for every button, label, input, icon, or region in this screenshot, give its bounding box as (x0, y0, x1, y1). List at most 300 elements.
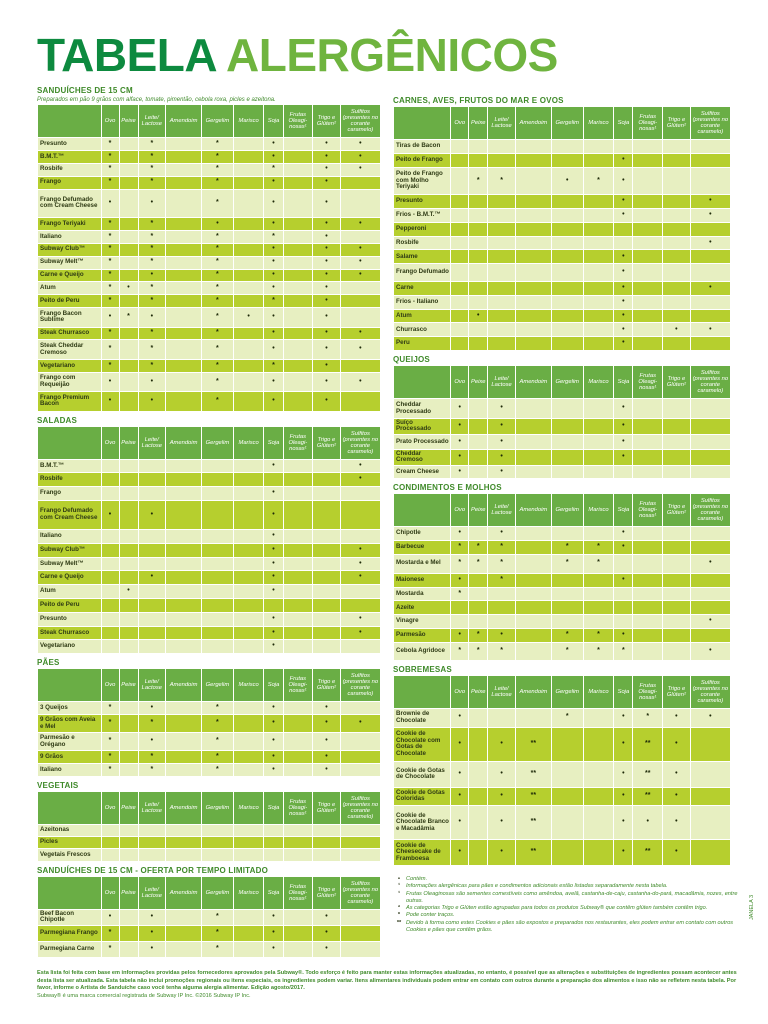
allergen-mark (119, 217, 138, 230)
allergen-mark (233, 909, 264, 925)
item-name: Azeite (394, 601, 451, 615)
allergen-mark (340, 500, 380, 529)
table-row (394, 309, 731, 323)
column-header: Amendoim (166, 876, 202, 909)
allergen-mark (583, 264, 614, 282)
allergen-mark: * (138, 217, 166, 230)
allergen-mark: • (614, 153, 633, 167)
item-name: Steak Churrasco (38, 327, 102, 340)
allergen-mark (633, 222, 663, 236)
allergen-mark (166, 150, 202, 163)
allergen-mark (690, 222, 730, 236)
column-header: Gergelim (551, 675, 583, 708)
allergen-mark (233, 230, 264, 243)
allergen-mark (488, 140, 516, 154)
allergen-mark (119, 372, 138, 391)
allergen-mark: • (264, 340, 283, 359)
legend-text: Informações alergênicas para pães e condimentos adicionais estão listadas separadamente nesta tabela. (406, 883, 668, 890)
allergen-mark (233, 612, 264, 626)
allergen-mark (469, 222, 488, 236)
allergen-mark: • (264, 256, 283, 269)
allergen-mark (166, 138, 202, 151)
allergen-mark (166, 295, 202, 308)
allergen-mark (515, 642, 551, 660)
allergen-mark (202, 543, 234, 557)
allergen-mark (690, 295, 730, 309)
allergen-mark (690, 337, 730, 351)
legend-symbol: ¹ (398, 890, 400, 897)
allergen-mark (663, 222, 691, 236)
allergen-mark: • (264, 176, 283, 189)
allergen-mark: * (101, 230, 119, 243)
allergen-mark: • (138, 733, 166, 751)
table-row (394, 540, 731, 554)
allergen-mark: • (264, 764, 283, 777)
allergen-mark (202, 585, 234, 599)
allergen-mark: • (488, 629, 516, 643)
allergen-mark: * (101, 256, 119, 269)
column-header: Frutas Oleagi- nosas¹ (633, 107, 663, 140)
allergen-mark (551, 282, 583, 296)
allergen-mark: • (264, 529, 283, 543)
allergen-mark (469, 526, 488, 540)
table-row (38, 702, 381, 715)
allergen-mark: * (138, 243, 166, 256)
allergen-mark (233, 849, 264, 861)
allergen-mark (451, 222, 469, 236)
table-row (394, 526, 731, 540)
allergen-mark: • (340, 243, 380, 256)
allergen-mark (515, 615, 551, 629)
allergen-mark: • (313, 702, 341, 715)
header-blank (38, 105, 102, 138)
allergen-mark (583, 761, 614, 787)
legend (392, 876, 742, 934)
allergen-mark: * (138, 163, 166, 176)
allergen-mark (233, 473, 264, 487)
allergen-mark: ** (633, 761, 663, 787)
allergen-mark: • (340, 150, 380, 163)
item-name: Cebola Agridoce (394, 642, 451, 660)
allergen-mark: • (264, 243, 283, 256)
allergen-mark (690, 309, 730, 323)
allergen-mark (233, 487, 264, 501)
allergen-mark: • (451, 434, 469, 450)
allergen-mark (202, 557, 234, 571)
allergen-mark (233, 295, 264, 308)
section-left-1 (37, 416, 381, 655)
legend-text: Contém. (406, 876, 428, 882)
allergen-mark (340, 764, 380, 777)
table-row (38, 571, 381, 585)
allergen-mark (313, 543, 341, 557)
column-header: Gergelim (202, 876, 234, 909)
allergen-mark: • (451, 840, 469, 866)
section-left-3 (37, 781, 381, 862)
allergen-mark (614, 554, 633, 573)
allergen-mark (663, 167, 691, 195)
allergen-mark: • (313, 372, 341, 391)
allergen-mark: * (202, 733, 234, 751)
allergen-mark (633, 587, 663, 601)
allergen-mark (119, 189, 138, 217)
table-row (38, 340, 381, 359)
page-title (37, 31, 558, 79)
allergen-mark: • (264, 392, 283, 411)
allergen-mark (340, 925, 380, 941)
column-header: Leite/ Lactose (488, 493, 516, 526)
allergen-mark (551, 601, 583, 615)
allergen-mark (202, 529, 234, 543)
allergen-mark (583, 434, 614, 450)
allergen-mark: • (663, 805, 691, 839)
allergen-mark: * (101, 751, 119, 764)
allergen-mark (283, 529, 313, 543)
table-row (38, 327, 381, 340)
allergen-mark (119, 150, 138, 163)
allergen-mark (451, 282, 469, 296)
allergen-mark (451, 615, 469, 629)
legend-symbol: • (398, 876, 400, 882)
legend-text: As categorias Trigo e Glúten estão agrupadas para todos os produtos Subway® que contêm glúten também contêm trigo. (406, 905, 708, 912)
allergen-mark: * (101, 243, 119, 256)
allergen-mark: • (614, 840, 633, 866)
item-name: Suíço Processado (394, 419, 451, 435)
allergen-mark (515, 526, 551, 540)
allergen-mark (233, 640, 264, 654)
allergen-mark (313, 837, 341, 849)
allergen-mark: * (138, 176, 166, 189)
allergen-mark (283, 714, 313, 732)
table-row (394, 727, 731, 761)
allergen-mark (469, 615, 488, 629)
allergen-mark (515, 465, 551, 478)
item-name: Frango Teriyaki (38, 217, 102, 230)
allergen-mark: • (663, 840, 691, 866)
allergen-mark: ** (633, 727, 663, 761)
allergen-mark (119, 824, 138, 836)
allergen-mark: • (313, 269, 341, 282)
allergen-mark (340, 585, 380, 599)
table-row (38, 256, 381, 269)
column-header: Gergelim (551, 493, 583, 526)
table-header-row (394, 493, 731, 526)
column-header: Marisco (233, 105, 264, 138)
allergen-mark (515, 153, 551, 167)
allergen-mark (101, 849, 119, 861)
table-row (38, 163, 381, 176)
allergen-mark (451, 337, 469, 351)
allergen-mark (551, 727, 583, 761)
allergen-mark (551, 465, 583, 478)
allergen-mark (166, 733, 202, 751)
allergen-mark (119, 243, 138, 256)
allergen-mark: * (101, 702, 119, 715)
allergen-mark: * (469, 629, 488, 643)
allergen-mark: • (264, 626, 283, 640)
allergen-mark: * (138, 138, 166, 151)
item-name: Picles (38, 837, 102, 849)
allergen-mark: • (614, 540, 633, 554)
table-row (38, 359, 381, 372)
allergen-mark: * (202, 327, 234, 340)
allergen-mark (469, 587, 488, 601)
table-row (394, 787, 731, 805)
item-name: Cream Cheese (394, 465, 451, 478)
item-name: Cookie de Cheesecake de Framboesa (394, 840, 451, 866)
allergen-mark (340, 529, 380, 543)
allergen-mark (101, 473, 119, 487)
allergen-mark (515, 208, 551, 222)
allergen-mark: • (451, 465, 469, 478)
item-name: Subway Club™ (38, 543, 102, 557)
allergen-mark (283, 598, 313, 612)
allergen-mark (515, 282, 551, 296)
item-name: Atum (394, 309, 451, 323)
allergen-mark: • (614, 708, 633, 727)
allergen-mark: • (138, 269, 166, 282)
allergen-mark (690, 526, 730, 540)
column-header: Ovo (451, 675, 469, 708)
column-header: Frutas Oleagi- nosas¹ (283, 426, 313, 459)
header-blank (394, 493, 451, 526)
allergen-mark (138, 824, 166, 836)
table-row (394, 761, 731, 787)
allergen-mark (166, 640, 202, 654)
allergen-mark (313, 571, 341, 585)
allergen-mark (283, 824, 313, 836)
allergen-mark: • (264, 308, 283, 327)
column-header: Soja (614, 675, 633, 708)
allergen-mark (101, 626, 119, 640)
allergen-mark (340, 941, 380, 957)
allergen-mark: * (202, 308, 234, 327)
allergen-mark: • (264, 612, 283, 626)
column-header: Frutas Oleagi- nosas¹ (633, 675, 663, 708)
allergen-mark (451, 153, 469, 167)
column-header: Ovo (101, 669, 119, 702)
section-left-4 (37, 866, 381, 958)
allergen-mark: * (551, 708, 583, 727)
column-header: Amendoim (515, 366, 551, 399)
allergen-mark: • (614, 195, 633, 209)
allergen-mark (633, 554, 663, 573)
allergen-mark (119, 473, 138, 487)
allergen-mark (469, 337, 488, 351)
column-header: Peixe (119, 669, 138, 702)
allergen-mark (583, 282, 614, 296)
table-row (38, 230, 381, 243)
allergen-mark (663, 540, 691, 554)
allergen-mark (283, 941, 313, 957)
item-name: Presunto (38, 138, 102, 151)
allergen-mark: ** (515, 761, 551, 787)
allergen-mark: • (451, 761, 469, 787)
allergen-mark (340, 230, 380, 243)
allergen-mark (583, 399, 614, 419)
allergen-mark: • (138, 189, 166, 217)
allergen-mark: * (138, 751, 166, 764)
allergen-mark (663, 526, 691, 540)
allergen-mark: • (614, 805, 633, 839)
allergen-mark (101, 571, 119, 585)
allergen-mark (233, 163, 264, 176)
allergen-mark (283, 925, 313, 941)
allergen-mark: • (614, 727, 633, 761)
allergen-mark (488, 282, 516, 296)
table-row (38, 849, 381, 861)
allergen-mark (515, 167, 551, 195)
allergen-mark (101, 612, 119, 626)
allergen-mark (451, 236, 469, 250)
allergen-mark (313, 626, 341, 640)
allergen-mark (283, 733, 313, 751)
allergen-mark (202, 598, 234, 612)
allergen-mark (583, 309, 614, 323)
allergen-mark (166, 702, 202, 715)
allergen-mark (264, 837, 283, 849)
allergen-mark (233, 529, 264, 543)
allergen-mark: • (663, 727, 691, 761)
section-left-0 (37, 86, 381, 412)
allergen-mark (283, 256, 313, 269)
allergen-mark: • (340, 543, 380, 557)
allergen-mark (233, 941, 264, 957)
allergen-mark (202, 640, 234, 654)
allergen-mark (283, 585, 313, 599)
allergen-mark (633, 208, 663, 222)
item-name: Peito de Frango com Molho Teriyaki (394, 167, 451, 195)
table-row (38, 714, 381, 732)
allergen-mark (313, 612, 341, 626)
allergen-mark (583, 587, 614, 601)
allergen-mark (633, 573, 663, 587)
allergen-mark: * (101, 359, 119, 372)
column-header: Ovo (101, 426, 119, 459)
allergen-mark (166, 217, 202, 230)
allergen-mark (138, 640, 166, 654)
allergen-mark (690, 264, 730, 282)
legend-item (392, 891, 742, 906)
item-name: Frango com Requeijão (38, 372, 102, 391)
allergen-mark (469, 787, 488, 805)
allergen-mark (551, 208, 583, 222)
allergen-mark: • (313, 189, 341, 217)
section-right-3 (393, 665, 731, 866)
item-name: Presunto (394, 195, 451, 209)
allergen-mark (166, 372, 202, 391)
allergen-mark (488, 337, 516, 351)
allergen-mark (488, 295, 516, 309)
allergen-mark (551, 195, 583, 209)
column-header: Gergelim (551, 366, 583, 399)
item-name: Subway Club™ (38, 243, 102, 256)
allergen-mark (101, 459, 119, 473)
allergen-mark (614, 236, 633, 250)
allergen-mark (233, 256, 264, 269)
allergen-mark: • (264, 585, 283, 599)
item-name: Cheddar Cremoso (394, 450, 451, 466)
allergen-mark (166, 282, 202, 295)
column-header: Marisco (233, 791, 264, 824)
allergen-mark: * (488, 540, 516, 554)
allergen-mark (119, 459, 138, 473)
allergen-mark (202, 837, 234, 849)
item-name: Steak Churrasco (38, 626, 102, 640)
table-row (394, 264, 731, 282)
allergen-mark (690, 140, 730, 154)
allergen-mark: • (313, 308, 341, 327)
allergen-mark (166, 163, 202, 176)
allergen-mark: • (340, 256, 380, 269)
allergen-mark: * (138, 764, 166, 777)
table-row (394, 708, 731, 727)
footer (37, 970, 737, 1000)
allergen-mark: * (138, 359, 166, 372)
allergen-mark (488, 708, 516, 727)
allergen-mark (515, 450, 551, 466)
column-header: Ovo (451, 107, 469, 140)
allergen-mark: • (264, 282, 283, 295)
allergen-mark (233, 217, 264, 230)
title-part-2: ALERGÊNICOS (226, 29, 558, 81)
allergen-mark (583, 787, 614, 805)
allergen-mark (233, 459, 264, 473)
allergen-mark (551, 805, 583, 839)
allergen-mark (119, 295, 138, 308)
table-row (394, 805, 731, 839)
allergen-mark: • (313, 282, 341, 295)
allergen-mark (166, 529, 202, 543)
item-name: Pepperoni (394, 222, 451, 236)
allergen-mark: • (340, 473, 380, 487)
allergen-mark: * (583, 167, 614, 195)
allergen-mark: * (101, 269, 119, 282)
item-name: Peito de Frango (394, 153, 451, 167)
table-row (394, 140, 731, 154)
item-name: Parmesão e Orégano (38, 733, 102, 751)
allergen-table (37, 104, 381, 412)
column-header: Frutas Oleagi- nosas¹ (633, 366, 663, 399)
allergen-mark (633, 450, 663, 466)
column-header: Leite/ Lactose (488, 675, 516, 708)
allergen-mark: • (469, 309, 488, 323)
allergen-mark: • (138, 925, 166, 941)
allergen-mark (233, 282, 264, 295)
allergen-mark (313, 824, 341, 836)
column-header: Sulfitos (presentes no corante caramelo) (340, 105, 380, 138)
item-name: Frango Defumado com Cream Cheese (38, 189, 102, 217)
allergen-mark (166, 626, 202, 640)
allergen-mark (663, 337, 691, 351)
allergen-mark (233, 372, 264, 391)
allergen-mark (283, 308, 313, 327)
allergen-mark (283, 392, 313, 411)
allergen-mark (515, 250, 551, 264)
allergen-mark (119, 543, 138, 557)
item-name: Prato Processado (394, 434, 451, 450)
column-header: Amendoim (515, 493, 551, 526)
allergen-mark (469, 399, 488, 419)
allergen-mark: * (119, 308, 138, 327)
item-name: Brownie de Chocolate (394, 708, 451, 727)
allergen-mark (451, 309, 469, 323)
allergen-mark (583, 195, 614, 209)
allergen-mark (451, 250, 469, 264)
allergen-mark (119, 598, 138, 612)
allergen-mark: * (101, 138, 119, 151)
allergen-mark (166, 230, 202, 243)
